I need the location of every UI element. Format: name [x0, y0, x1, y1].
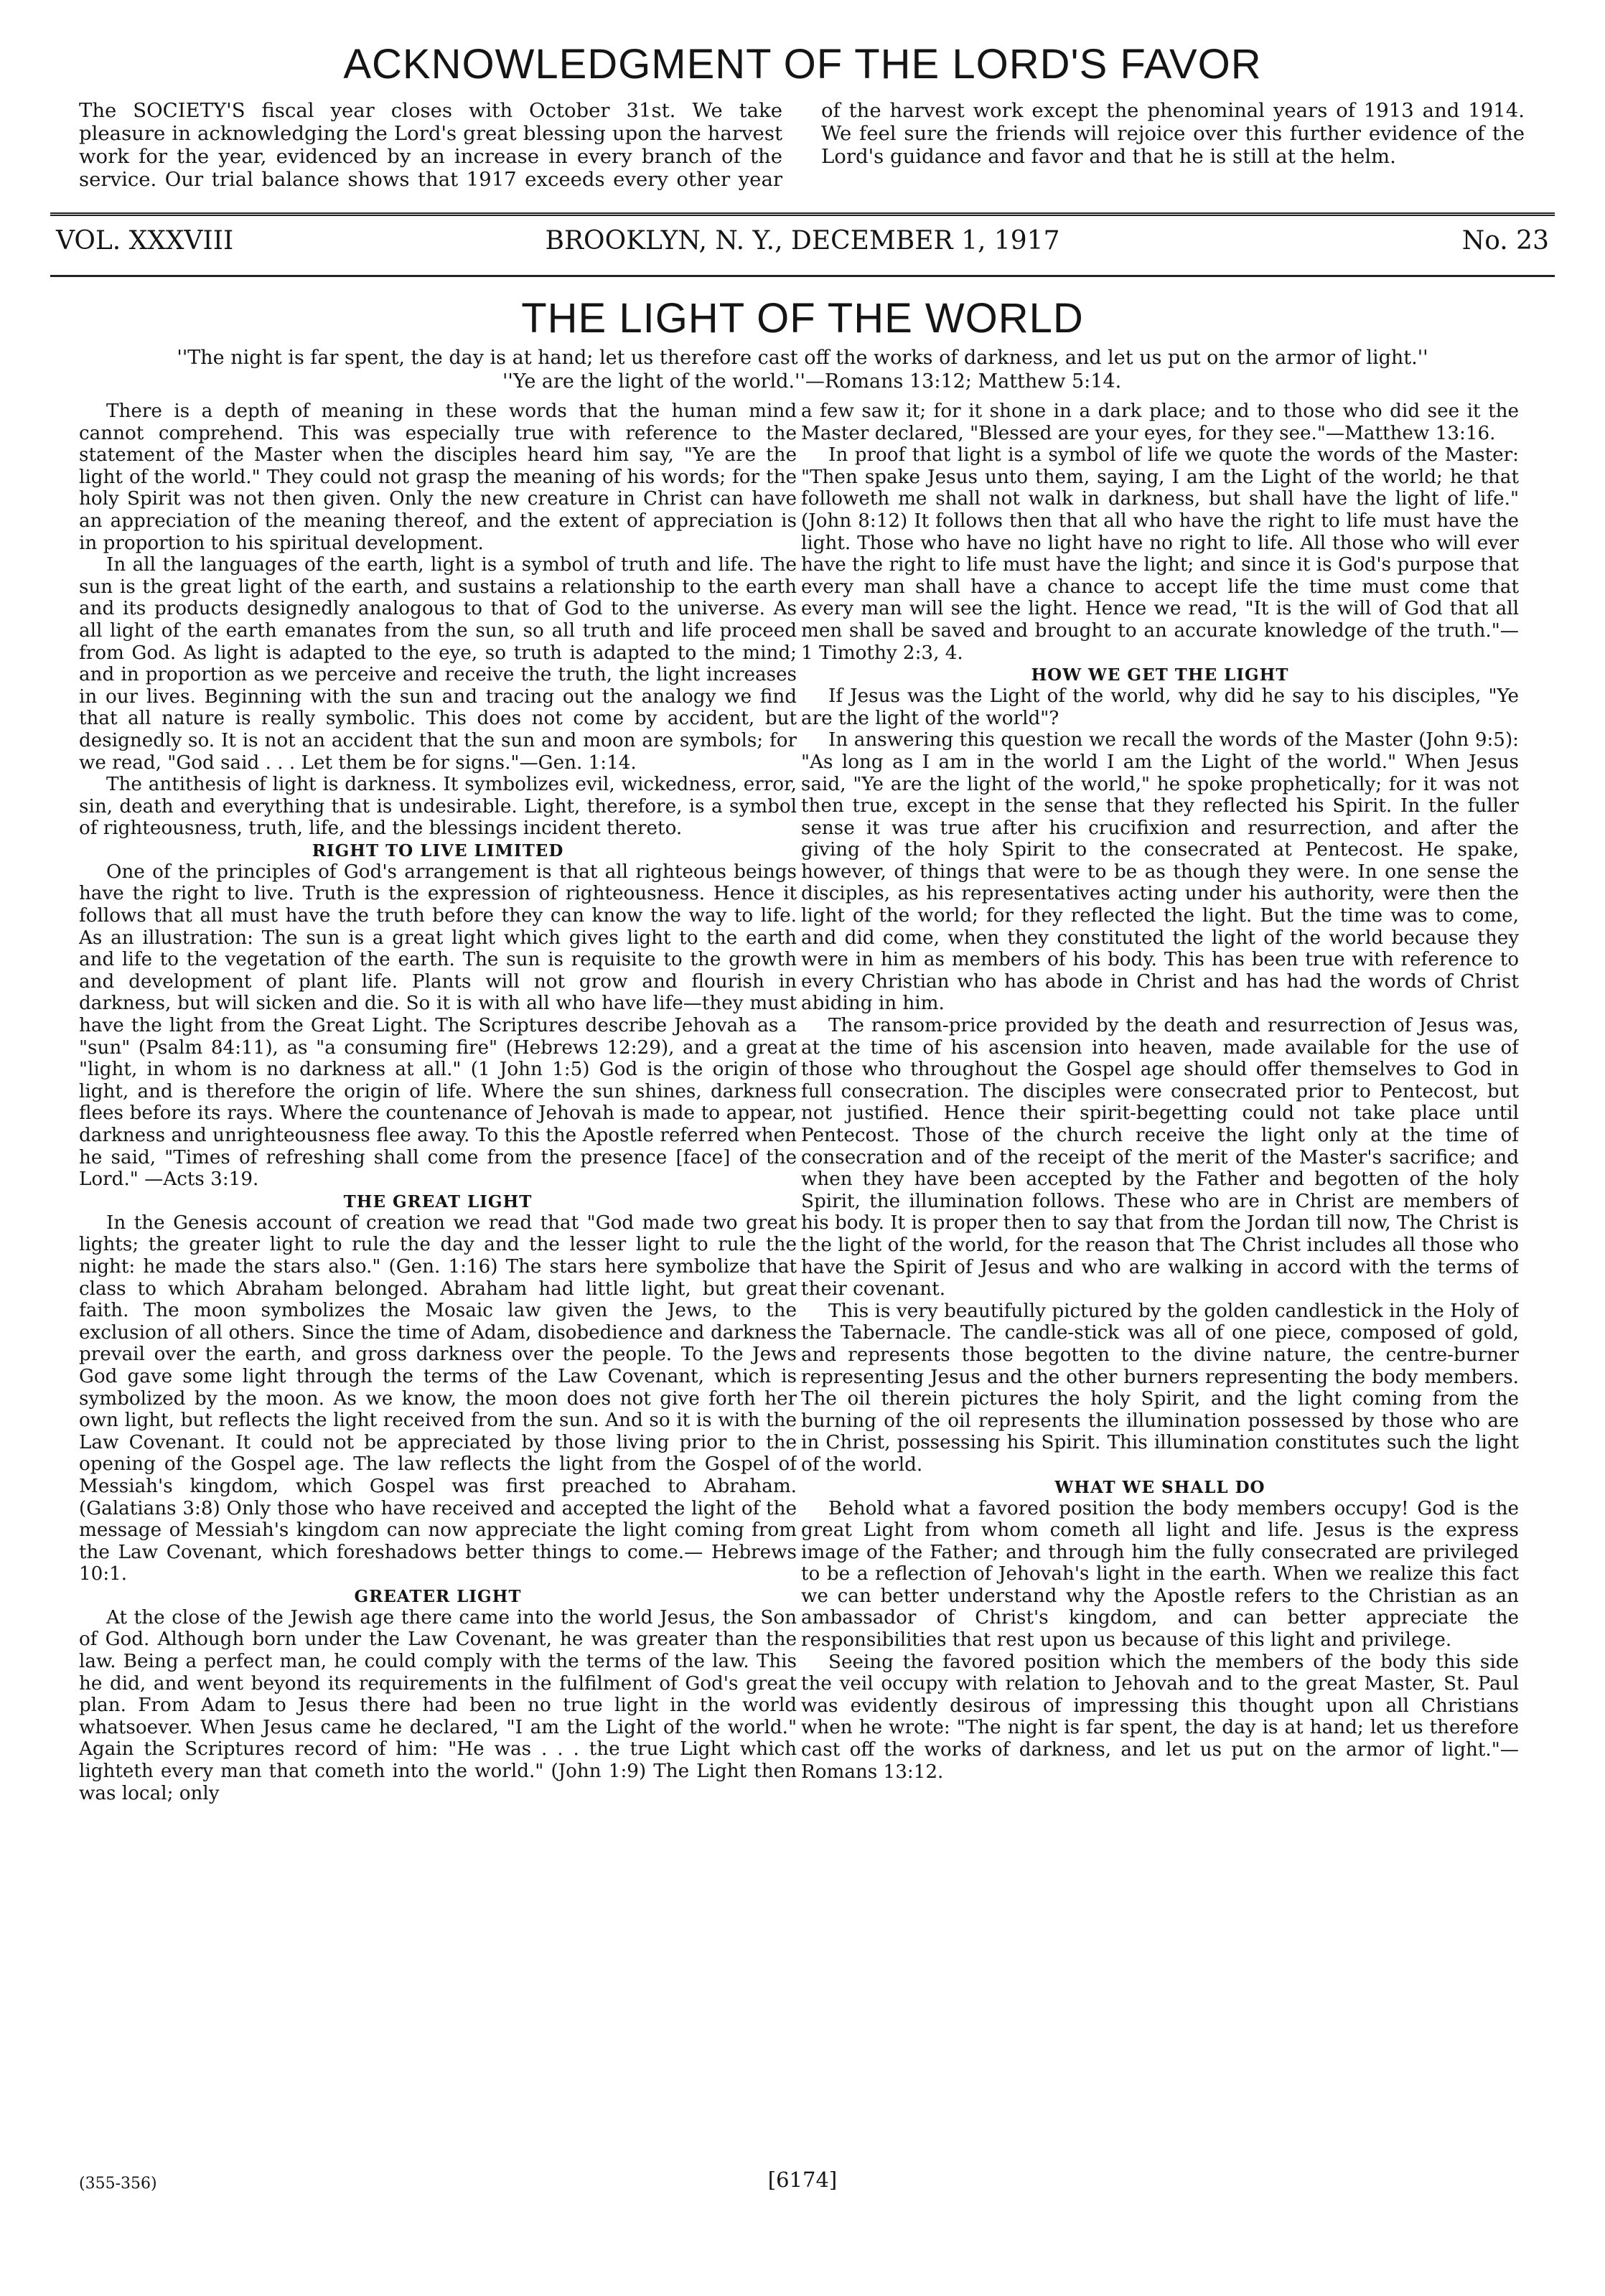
page-number: [6174] [767, 2168, 838, 2192]
issue-number: No. 23 [1461, 226, 1549, 256]
paragraph: At the close of the Jewish age there came into the world Jesus, the Son of God. Although born under the Law Covenant, he was greater than the law. Being a perfect man, he could comply with the terms of the law. This he did, and went beyond its requirements in the fulfilment of God's great plan. From Adam to Jesus there had been no true light in the world whatsoever. When Jesus came he declared, "I am the Light of the world." Again the Scriptures record of him: "He was . . . the true Light which lighteth every man that cometh into the world." (John 1:9) The Light then was local; only [79, 1606, 797, 1804]
section-heading: WHAT WE SHALL DO [1054, 1477, 1265, 1497]
paragraph: If Jesus was the Light of the world, why did he say to his disciples, "Ye are the light of the world"? [801, 685, 1519, 729]
section-heading: HOW WE GET THE LIGHT [1031, 665, 1289, 685]
left-column [79, 400, 797, 2119]
page-range: (355-356) [79, 2175, 157, 2193]
section-heading: RIGHT TO LIVE LIMITED [312, 840, 564, 861]
paragraph: The antithesis of light is darkness. It symbolizes evil, wickedness, error, sin, death and everything that is undesirable. Light, therefore, is a symbol of righteousness, truth, life, and the blessings incident thereto. [79, 774, 797, 840]
paragraph: Behold what a favored position the body members occupy! God is the great Light from whom cometh all light and life. Jesus is the express image of the Father; and through him the fully consecrated are privileged to be a reflection of Jehovah's light in the earth. When we realize this fact we can better understand why the Apostle refers to the Christian as an ambassador of Christ's kingdom, and can better appreciate the responsibilities that rest upon us because of this light and privilege. [801, 1497, 1519, 1651]
paragraph: One of the principles of God's arrangement is that all righteous beings have the right to live. Truth is the expression of righteousness. Hence it follows that all must have the truth before they can know the way to life. As an illustration: The sun is a great light which gives light to the earth and life to the vegetation of the earth. The sun is requisite to the growth and development of plant life. Plants will not grow and flourish in darkness, but will sicken and die. So it is with all who have life—they must have the light from the Great Light. The Scriptures describe Jehovah as a "sun" (Psalm 84:11), as "a consuming fire" (Hebrews 12:29), and a great "light, in whom is no darkness at all." (1 John 1:5) God is the origin of light, and is therefore the origin of life. Where the sun shines, darkness flees before its rays. Where the countenance of Jehovah is made to appear, darkness and unrighteousness flee away. To this the Apostle referred when he said, "Times of refreshing shall come from the presence [face] of the Lord." —Acts 3:19. [79, 861, 797, 1191]
paragraph: There is a depth of meaning in these words that the human mind cannot comprehend. This was especially true with reference to the statement of the Master when the disciples heard him say, "Ye are the light of the world." They could not grasp the meaning of his words; for the holy Spirit was not then given. Only the new creature in Christ can have an appreciation of the meaning thereof, and the extent of appreciation is in proportion to his spiritual development. [79, 400, 797, 554]
section-heading: GREATER LIGHT [354, 1586, 522, 1606]
place-date: BROOKLYN, N. Y., DECEMBER 1, 1917 [545, 226, 1060, 256]
paragraph: In answering this question we recall the words of the Master (John 9:5): "As long as I am in the world I am the Light of the world." When Jesus said, "Ye are the light of the world," he spoke prophetically; for it was not then true, except in the sense that they reflected his Spirit. In the fuller sense it was true after his crucifixion and resurrection, and after the giving of the holy Spirit to the consecrated at Pentecost. He spake, however, of things that were to be as though they were. In one sense the disciples, as his representatives acting under his authority, were then the light of the world; for they reflected the light. But the time was to come, and did come, when they constituted the light of the world because they were in him as members of his body. This has been true with reference to every Christian who has abode in Christ and has had the words of Christ abiding in him. [801, 729, 1519, 1015]
epigraph-line-2: ''Ye are the light of the world.''—Romans 13:12; Matthew 5:14. [502, 370, 1122, 393]
paragraph: In all the languages of the earth, light is a symbol of truth and life. The sun is the great light of the earth, and sustains a relationship to the earth and its products designedly analogous to that of God to the universe. As all light of the earth emanates from the sun, so all truth and life proceed from God. As light is adapted to the eye, so truth is adapted to the mind; and in proportion as we perceive and receive the truth, the light increases in our lives. Beginning with the sun and tracing out the analogy we find that all nature is really symbolic. This does not come by accident, but designedly so. It is not an accident that the sun and moon are symbols; for we read, "God said . . . Let them be for signs."—Gen. 1:14. [79, 554, 797, 774]
paragraph: In proof that light is a symbol of life we quote the words of the Master: "Then spake Jesus unto them, saying, I am the Light of the world; he that followeth me shall not walk in darkness, but shall have the light of life." (John 8:12) It follows then that all who have the right to life must have the light. Those who have no light have no right to life. All those who will ever have the right to life must have the light; and since it is God's purpose that every man shall have a chance to accept life the time must come that every man will see the light. Hence we read, "It is the will of God that all men shall be saved and brought to an accurate knowledge of the truth."—1 Timothy 2:3, 4. [801, 444, 1519, 664]
paragraph: a few saw it; for it shone in a dark place; and to those who did see it the Master declared, "Blessed are your eyes, for they see."—Matthew 13:16. [801, 400, 1519, 444]
epigraph [57, 346, 1548, 393]
right-column [801, 400, 1519, 2119]
paragraph: In the Genesis account of creation we read that "God made two great lights; the greater light to rule the day and the lesser light to rule the night: he made the stars also." (Gen. 1:16) The stars here symbolize that class to which Abraham belonged. Abraham had little light, but great faith. The moon symbolizes the Mosaic law given the Jews, to the exclusion of all others. Since the time of Adam, disobedience and darkness prevail over the earth, and gross darkness over the people. To the Jews God gave some light through the terms of the Law Covenant, which is symbolized by the moon. As we know, the moon does not give forth her own light, but reflects the light received from the sun. And so it is with the Law Covenant. It could not be appreciated by those living prior to the opening of the Gospel age. The law reflects the light from the Gospel of Messiah's kingdom, which Gospel was first preached to Abraham. (Galatians 3:8) Only those who have received and accepted the light of the message of Messiah's kingdom can now appreciate the light coming from the Law Covenant, which foreshadows better things to come.— Hebrews 10:1. [79, 1212, 797, 1585]
article-title: THE LIGHT OF THE WORLD [521, 295, 1084, 342]
paragraph: Seeing the favored position which the members of the body this side the veil occupy with relation to Jehovah and to the great Master, St. Paul was evidently desirous of impressing this thought upon all Christians when he wrote: "The night is far spent, the day is at hand; let us therefore cast off the works of darkness, and let us put on the armor of light."—Romans 13:12. [801, 1651, 1519, 1783]
masthead [50, 212, 1555, 277]
notice-text: The SOCIETY'S fiscal year closes with October 31st. We take pleasure in acknowledging the Lord's great blessing upon the harvest work for the year, evidenced by an increase in every branch of the service. Our trial balance shows that 1917 exceeds every other year of the harvest work except the phenominal years of 1913 and 1914. We feel sure the friends will rejoice over this further evidence of the Lord's guidance and favor and that he is still at the helm. [79, 99, 1525, 191]
paragraph: This is very beautifully pictured by the golden candlestick in the Holy of the Tabernacle. The candle-stick was all of one piece, composed of gold, and represents those begotten to the divine nature, the centre-burner representing Jesus and the other burners representing the body members. The oil therein pictures the holy Spirit, and the light coming from the burning of the oil represents the illumination possessed by those who are in Christ, possessing his Spirit. This illumination constitutes such the light of the world. [801, 1300, 1519, 1476]
paragraph: The ransom-price provided by the death and resurrection of Jesus was, at the time of his ascension into heaven, made available for the use of those who throughout the Gospel age should offer themselves to God in full consecration. The disciples were consecrated prior to Pentecost, but not justified. Hence their spirit-begetting could not take place until Pentecost. Those of the church receive the light only at the time of consecration and of the receipt of the merit of the Master's sacrifice; and when they have been accepted by the Father and begotten of the holy Spirit, the illumination follows. These who are in Christ are members of his body. It is proper then to say that from the Jordan till now, The Christ is the light of the world, for the reason that The Christ includes all those who have the Spirit of Jesus and who are walking in accord with the terms of their covenant. [801, 1015, 1519, 1301]
volume-label: VOL. XXXVIII [56, 226, 234, 256]
notice-title: ACKNOWLEDGMENT OF THE LORD'S FAVOR [343, 41, 1262, 88]
epigraph-line-1: ''The night is far spent, the day is at hand; let us therefore cast off the works of darkness, and let us put on the armor of light.'' [177, 347, 1428, 369]
section-heading: THE GREAT LIGHT [343, 1191, 533, 1212]
